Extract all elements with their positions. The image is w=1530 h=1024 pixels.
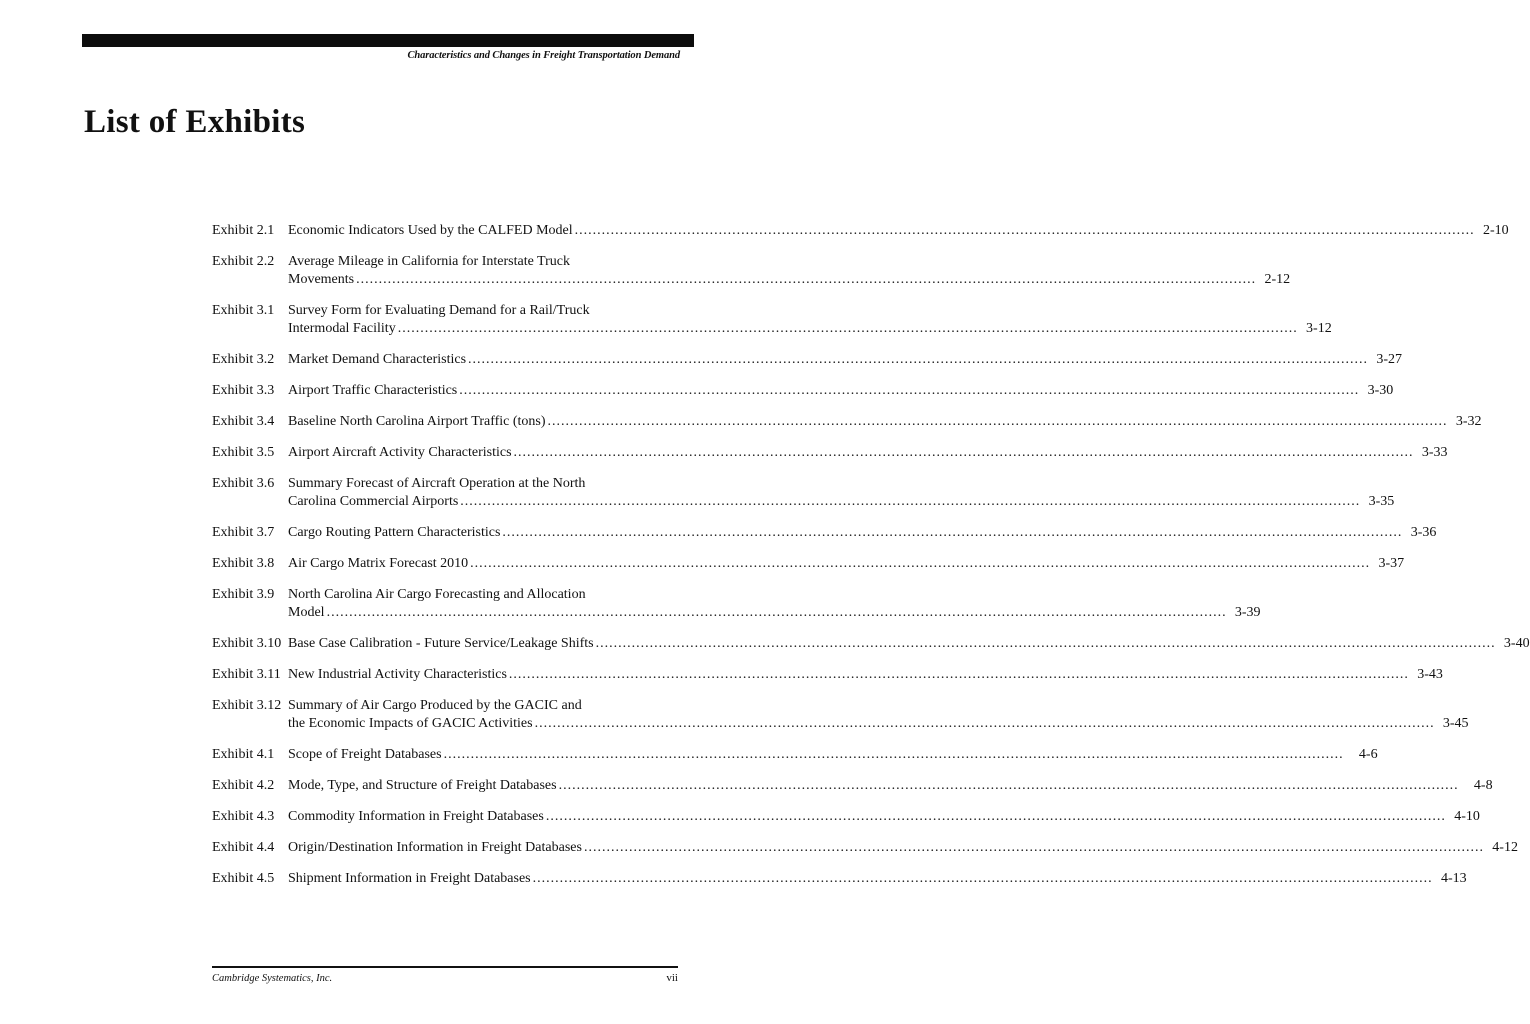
exhibit-entry[interactable] (212, 413, 1482, 431)
exhibit-label: Exhibit 4.3 (212, 809, 275, 824)
exhibit-title-line: Economic Indicators Used by the CALFED Model (288, 223, 573, 238)
exhibit-title-line: Survey Form for Evaluating Demand for a Rail/Truck (288, 303, 590, 318)
exhibit-page: 3-12 (1306, 321, 1332, 336)
exhibit-page: 4-13 (1440, 871, 1467, 886)
exhibit-title-line: the Economic Impacts of GACIC Activities (288, 716, 533, 731)
exhibit-page: 3-27 (1376, 352, 1403, 367)
exhibit-title-line: Airport Aircraft Activity Characteristics (288, 445, 512, 460)
exhibit-title-line: Shipment Information in Freight Databases (288, 871, 531, 886)
exhibit-title-line: Intermodal Facility (288, 321, 396, 336)
exhibit-entry[interactable] (212, 839, 1518, 857)
exhibit-title-line: Commodity Information in Freight Databases (288, 809, 544, 824)
exhibit-label: Exhibit 4.4 (212, 840, 275, 855)
exhibit-page: 3-33 (1421, 445, 1448, 460)
exhibit-page: 3-39 (1234, 605, 1261, 620)
exhibit-page: 4-6 (1358, 747, 1378, 762)
exhibit-entry[interactable] (212, 808, 1480, 826)
dot-leader: ........................................................................................................................................................................................................ (326, 605, 1227, 620)
exhibit-page: 3-36 (1410, 525, 1437, 540)
exhibit-page: 2-12 (1264, 272, 1291, 287)
dot-leader: ........................................................................................................................................................................................................ (356, 272, 1257, 287)
exhibit-page: 4-8 (1473, 778, 1493, 793)
exhibit-label: Exhibit 3.10 (212, 636, 282, 651)
dot-leader: ........................................................................................................................................................................................................ (397, 321, 1298, 336)
exhibit-entry[interactable] (212, 302, 1332, 338)
exhibit-label: Exhibit 3.1 (212, 303, 275, 318)
dot-leader: ........................................................................................................................................................................................................ (574, 223, 1475, 238)
dot-leader: ........................................................................................................................................................................................................ (583, 840, 1484, 855)
exhibit-title-line: Base Case Calibration - Future Service/Leakage Shifts (288, 636, 594, 651)
dot-leader: ........................................................................................................................................................................................................ (470, 556, 1371, 571)
dot-leader: ........................................................................................................................................................................................................ (547, 414, 1448, 429)
dot-leader: ........................................................................................................................................................................................................ (508, 667, 1409, 682)
exhibit-title-line: New Industrial Activity Characteristics (288, 667, 507, 682)
exhibit-page: 2-10 (1482, 223, 1509, 238)
exhibit-entry[interactable] (212, 351, 1403, 369)
exhibit-label: Exhibit 2.2 (212, 254, 275, 269)
exhibit-title-line: Air Cargo Matrix Forecast 2010 (288, 556, 469, 571)
exhibit-title-line: Mode, Type, and Structure of Freight Databases (288, 778, 557, 793)
footer-rule (212, 966, 678, 968)
exhibit-entry[interactable] (212, 777, 1493, 795)
exhibit-label: Exhibit 3.9 (212, 587, 275, 602)
dot-leader: ........................................................................................................................................................................................................ (460, 494, 1361, 509)
exhibit-title-line: Baseline North Carolina Airport Traffic (tons) (288, 414, 546, 429)
exhibit-label: Exhibit 4.2 (212, 778, 275, 793)
exhibit-entry[interactable] (212, 524, 1437, 542)
exhibit-page: 3-35 (1368, 494, 1395, 509)
exhibit-title-line: Origin/Destination Information in Freight Databases (288, 840, 582, 855)
dot-leader: ........................................................................................................................................................................................................ (443, 747, 1344, 762)
dot-leader: ........................................................................................................................................................................................................ (513, 445, 1414, 460)
exhibit-entry[interactable] (212, 475, 1395, 511)
exhibit-title-line: Market Demand Characteristics (288, 352, 467, 367)
exhibit-label: Exhibit 4.5 (212, 871, 275, 886)
exhibit-label: Exhibit 3.11 (212, 667, 281, 682)
exhibit-entry[interactable] (212, 697, 1469, 733)
exhibit-page: 3-43 (1417, 667, 1443, 682)
exhibit-entry[interactable] (212, 253, 1291, 289)
running-header: Characteristics and Changes in Freight Transportation Demand (407, 50, 680, 61)
exhibit-title-line: Cargo Routing Pattern Characteristics (288, 525, 501, 540)
exhibit-title-line: Summary of Air Cargo Produced by the GACIC and (288, 698, 582, 713)
exhibit-page: 3-30 (1367, 383, 1394, 398)
exhibit-label: Exhibit 3.6 (212, 476, 275, 491)
exhibit-label: Exhibit 3.4 (212, 414, 275, 429)
footer-publisher: Cambridge Systematics, Inc. (212, 973, 333, 984)
exhibit-entry[interactable] (212, 746, 1378, 764)
footer-page-number: vii (666, 972, 678, 984)
exhibit-label: Exhibit 3.12 (212, 698, 282, 713)
exhibit-label: Exhibit 4.1 (212, 747, 275, 762)
dot-leader: ........................................................................................................................................................................................................ (459, 383, 1360, 398)
dot-leader: ........................................................................................................................................................................................................ (502, 525, 1403, 540)
page-title: List of Exhibits (84, 104, 306, 140)
header-rule (82, 34, 694, 47)
exhibit-label: Exhibit 3.8 (212, 556, 275, 571)
dot-leader: ........................................................................................................................................................................................................ (532, 871, 1433, 886)
exhibit-entry[interactable] (212, 586, 1261, 622)
exhibit-title-line: Scope of Freight Databases (288, 747, 442, 762)
exhibit-entry[interactable] (212, 870, 1467, 888)
exhibit-entry[interactable] (212, 382, 1394, 400)
exhibit-title-line: Average Mileage in California for Interstate Truck (288, 254, 570, 269)
exhibit-title-line: Movements (288, 272, 355, 287)
exhibit-label: Exhibit 2.1 (212, 223, 275, 238)
exhibit-label: Exhibit 3.5 (212, 445, 275, 460)
dot-leader: ........................................................................................................................................................................................................ (595, 636, 1496, 651)
exhibit-page: 4-10 (1454, 809, 1480, 824)
exhibit-title-line: Summary Forecast of Aircraft Operation at the North (288, 476, 586, 491)
exhibit-label: Exhibit 3.7 (212, 525, 275, 540)
exhibit-entry[interactable] (212, 666, 1443, 684)
exhibit-page: 3-45 (1442, 716, 1469, 731)
exhibit-list (212, 222, 1530, 901)
exhibit-title-line: Model (288, 605, 325, 620)
exhibit-page: 4-12 (1492, 840, 1518, 855)
exhibit-entry[interactable] (212, 635, 1530, 653)
exhibit-label: Exhibit 3.3 (212, 383, 275, 398)
exhibit-page: 3-37 (1378, 556, 1405, 571)
dot-leader: ........................................................................................................................................................................................................ (534, 716, 1435, 731)
dot-leader: ........................................................................................................................................................................................................ (468, 352, 1369, 367)
exhibit-entry[interactable] (212, 444, 1448, 462)
exhibit-page: 3-32 (1455, 414, 1482, 429)
exhibit-page: 3-40 (1503, 636, 1530, 651)
exhibit-entry[interactable] (212, 555, 1405, 573)
exhibit-title-line: Airport Traffic Characteristics (288, 383, 458, 398)
exhibit-entry[interactable] (212, 222, 1509, 240)
exhibit-title-line: Carolina Commercial Airports (288, 494, 459, 509)
dot-leader: ........................................................................................................................................................................................................ (558, 778, 1459, 793)
dot-leader: ........................................................................................................................................................................................................ (545, 809, 1446, 824)
exhibit-label: Exhibit 3.2 (212, 352, 275, 367)
exhibit-title-line: North Carolina Air Cargo Forecasting and Allocation (288, 587, 586, 602)
